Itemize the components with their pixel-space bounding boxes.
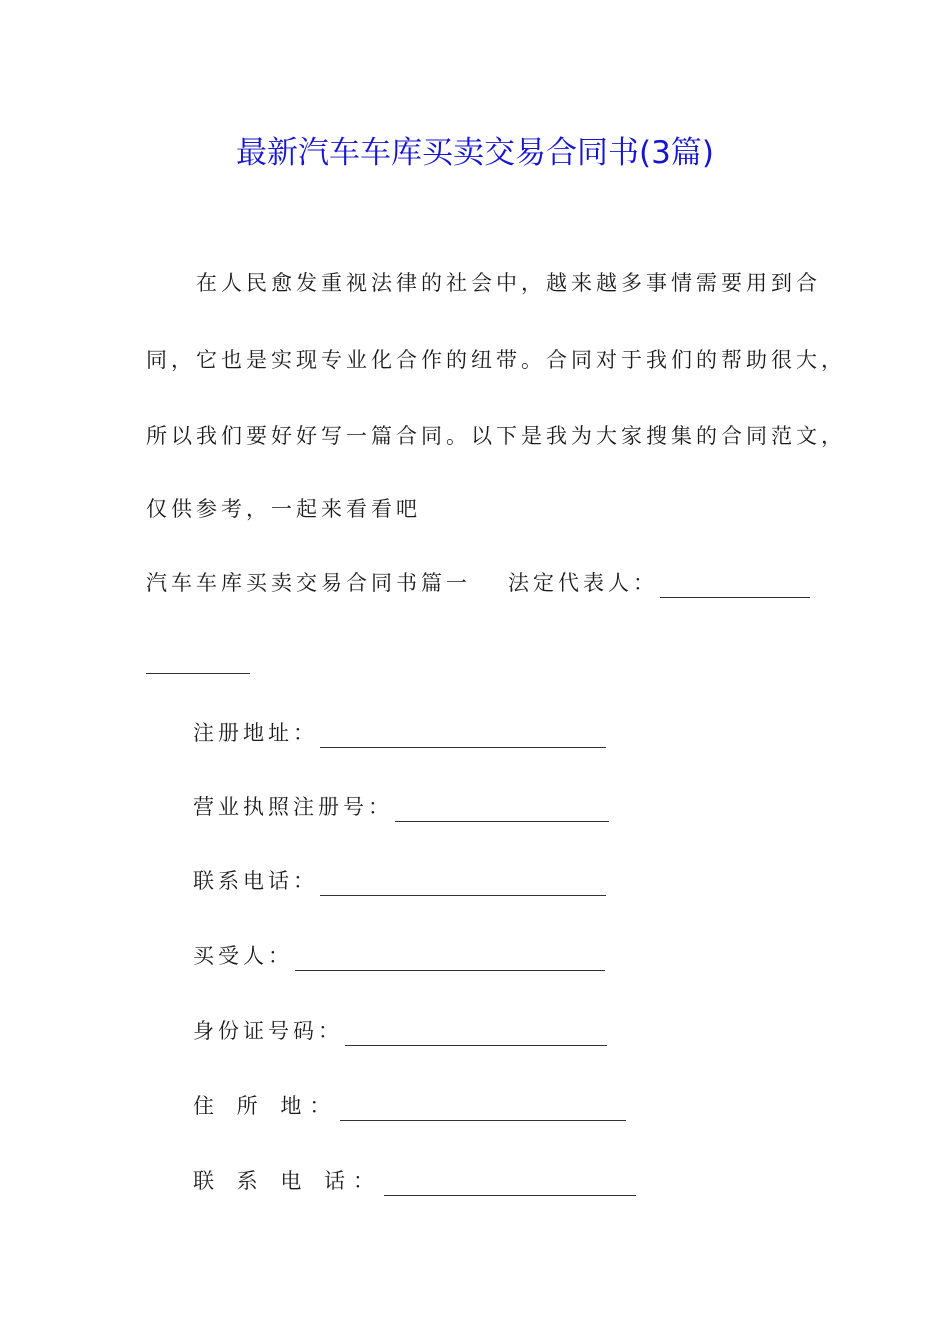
residence-field — [193, 1091, 626, 1121]
reg-address-blank — [320, 723, 606, 748]
buyer-label: 买受人： — [193, 944, 293, 968]
phone-blank — [320, 871, 606, 896]
contact-phone-field — [193, 1166, 636, 1196]
license-no-blank — [395, 797, 609, 822]
buyer-field — [193, 941, 605, 971]
document-title: 最新汽车车库买卖交易合同书(3篇) — [236, 135, 714, 171]
residence-blank — [340, 1096, 626, 1121]
legal-rep-continuation — [146, 644, 250, 674]
residence-label: 住 所 地： — [193, 1094, 339, 1118]
id-number-blank — [345, 1021, 607, 1046]
buyer-blank — [295, 946, 605, 971]
contact-phone-label: 联 系 电 话： — [193, 1169, 383, 1193]
reg-address-label: 注册地址： — [193, 721, 318, 745]
license-no-label: 营业执照注册号： — [193, 795, 393, 819]
intro-paragraph-line-1: 在人民愈发重视法律的社会中，越来越多事情需要用到合 — [196, 271, 821, 295]
license-no-field — [193, 792, 609, 822]
intro-paragraph-line-2: 同，它也是实现专业化合作的纽带。合同对于我们的帮助很大， — [146, 348, 846, 372]
contact-phone-blank — [384, 1171, 636, 1196]
id-number-label: 身份证号码： — [193, 1019, 343, 1043]
intro-paragraph-line-4: 仅供参考，一起来看看吧 — [146, 497, 421, 521]
intro-paragraph-line-3: 所以我们要好好写一篇合同。以下是我为大家搜集的合同范文， — [146, 424, 846, 448]
section-heading: 汽车车库买卖交易合同书篇一 — [146, 571, 471, 595]
legal-rep-blank-continued — [146, 649, 250, 674]
phone-field — [193, 866, 606, 896]
reg-address-field — [193, 718, 606, 748]
legal-rep-blank — [660, 573, 810, 598]
id-number-field — [193, 1016, 607, 1046]
legal-rep-label: 法定代表人： — [508, 571, 658, 595]
legal-rep-field — [508, 568, 810, 598]
phone-label: 联系电话： — [193, 869, 318, 893]
